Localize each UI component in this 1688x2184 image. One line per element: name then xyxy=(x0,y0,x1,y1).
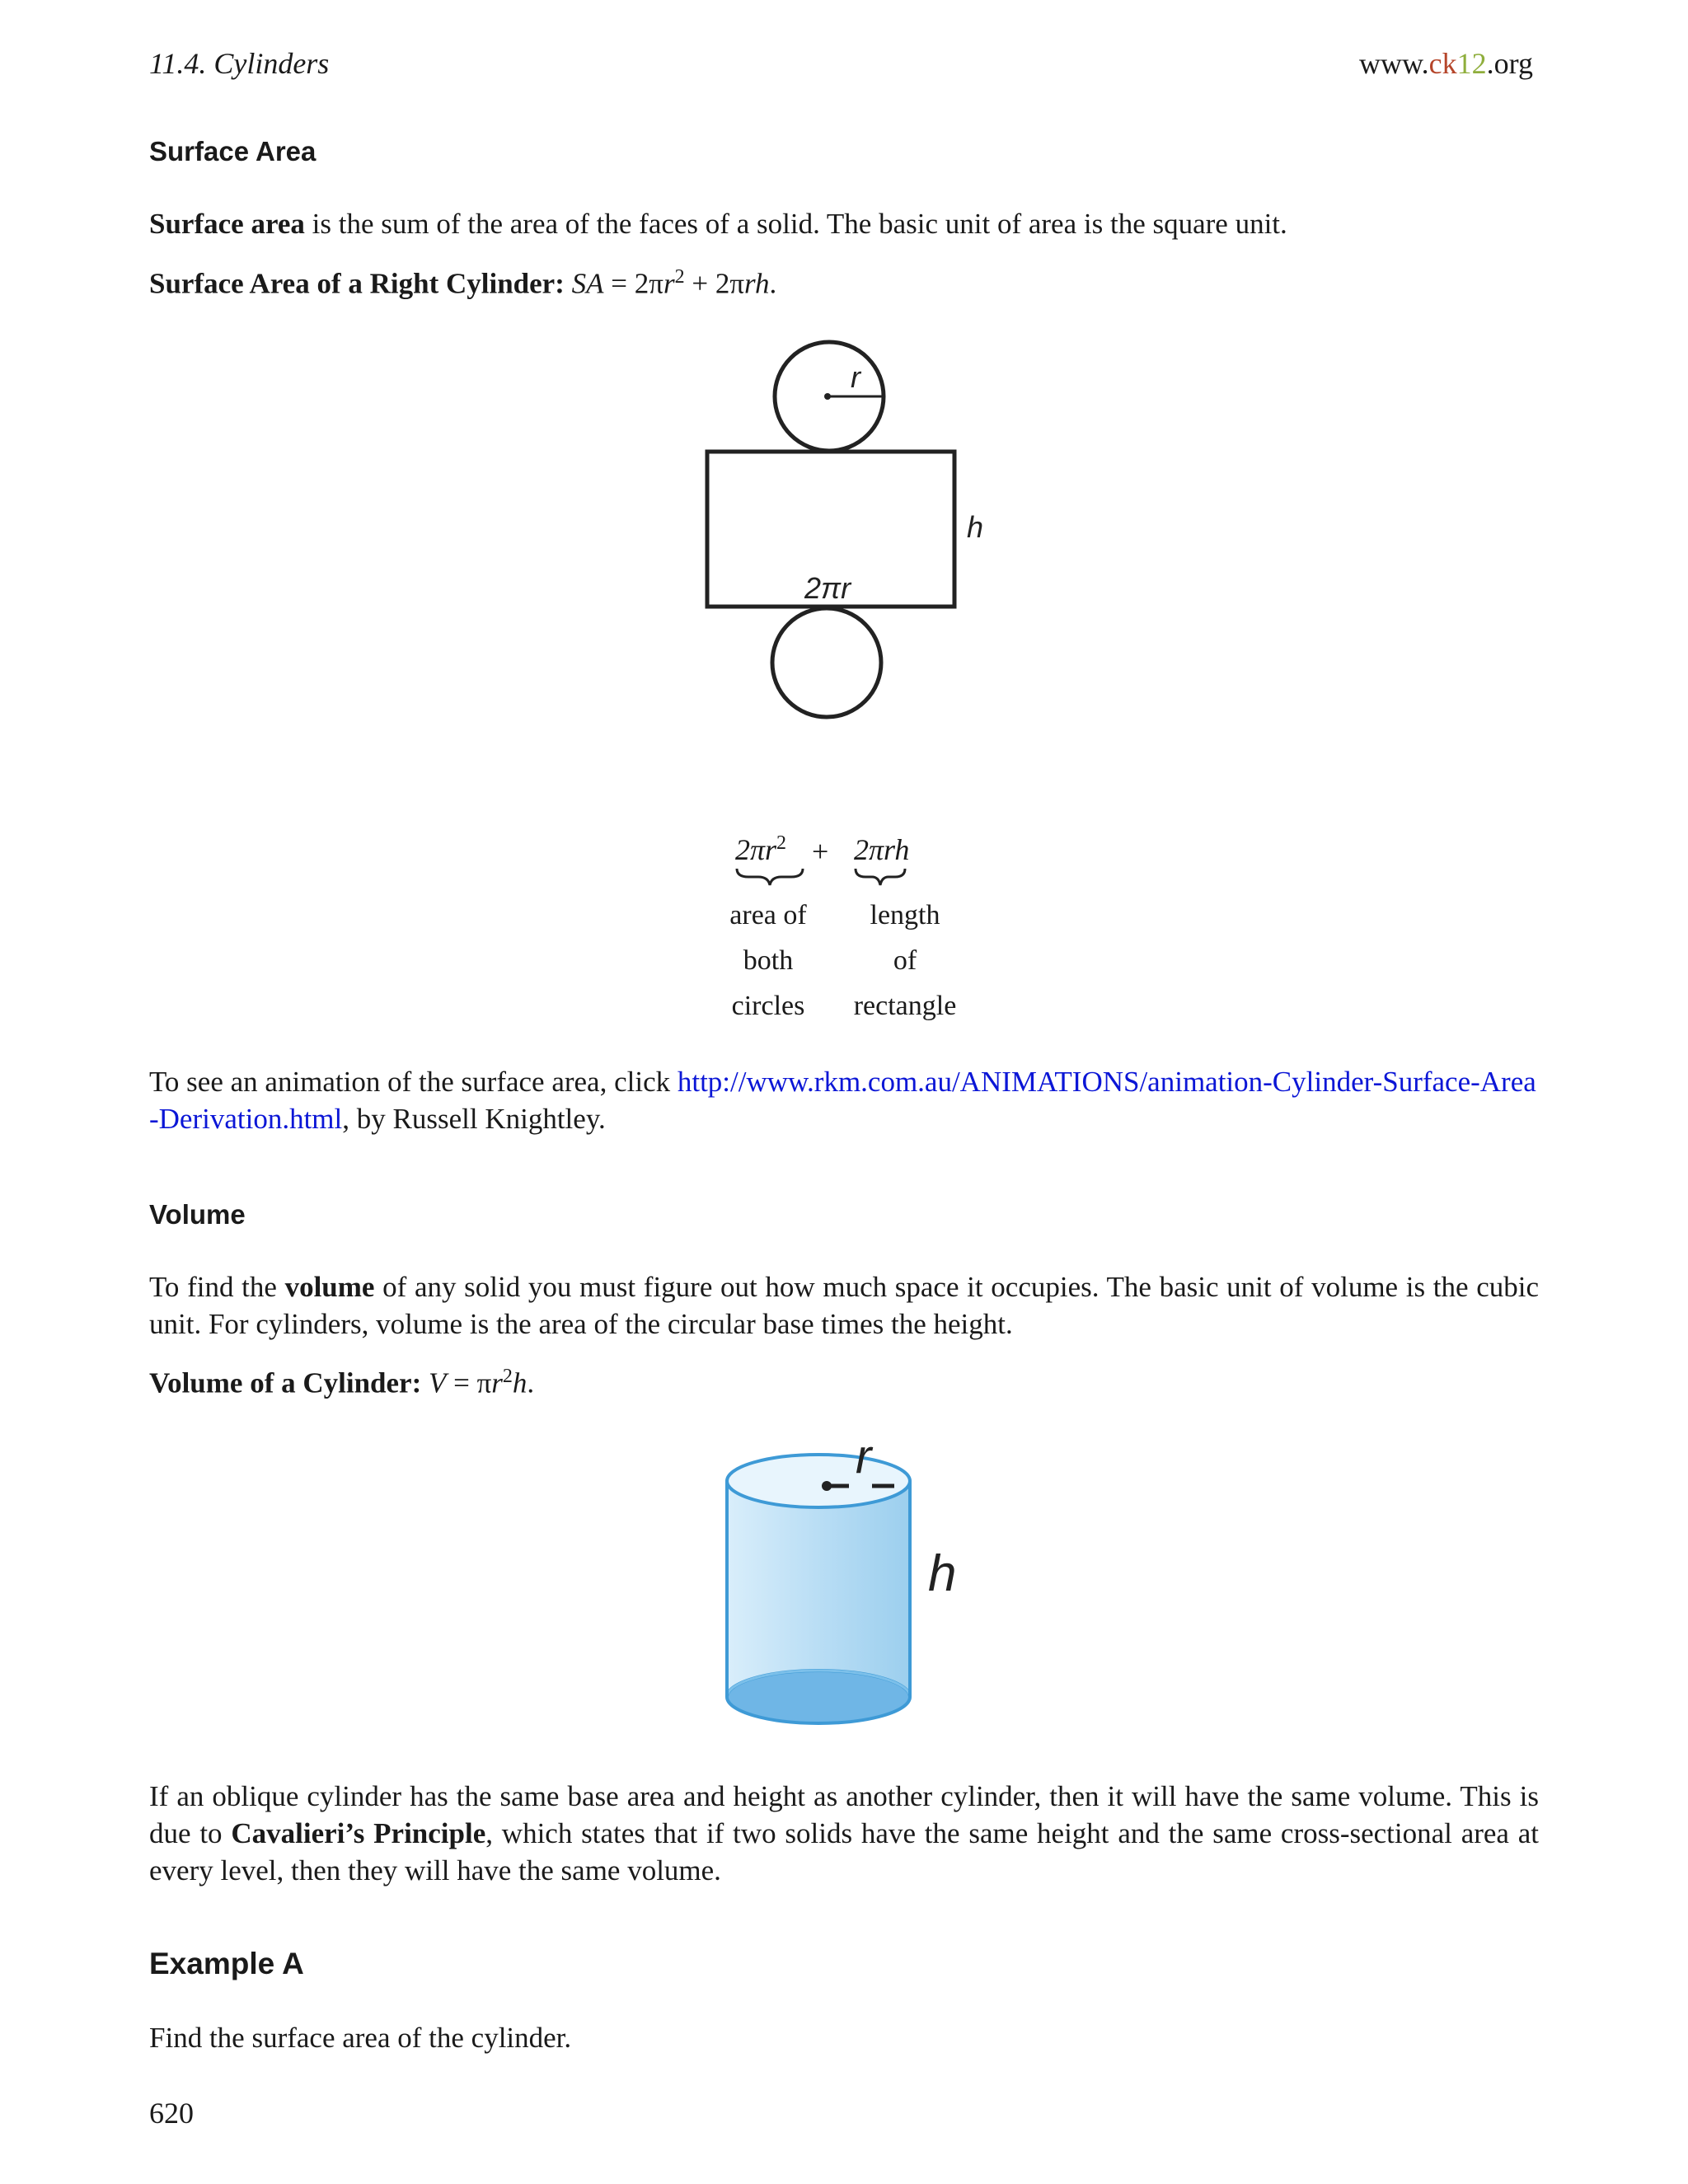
bottom-circle xyxy=(772,608,881,717)
underbrace-left xyxy=(737,869,803,885)
cylinder-radius-label: r xyxy=(856,1430,872,1483)
vol-r: r xyxy=(491,1366,503,1399)
annotation-left-line-3: circles xyxy=(731,991,805,1021)
sa-term2 xyxy=(854,832,909,867)
sa-term2-text: 2πr xyxy=(854,833,895,866)
site-prefix: www. xyxy=(1359,47,1429,80)
vol-sup: 2 xyxy=(502,1366,513,1387)
vol-end: . xyxy=(527,1366,535,1399)
animation-link[interactable]: http://www.rkm.com.au/ANIMATIONS/animation-Cylinder-Surface-Area-Derivation.html xyxy=(149,1066,1536,1135)
cavalieri-p-b: , which states that if two solids have the same height and the same cross-sectional area at every level, then they will have the same volume. xyxy=(149,1817,1540,1886)
volume-paragraph xyxy=(149,1268,1539,1343)
cavalieri-paragraph xyxy=(149,1778,1539,1889)
sa-eq: = 2π xyxy=(603,267,663,300)
sa-rest: + 2π xyxy=(684,267,744,300)
underbraces xyxy=(734,865,931,890)
volume-formula xyxy=(149,1358,1539,1402)
sa-rh: rh xyxy=(744,267,770,300)
surface-area-term: Surface area xyxy=(149,208,305,240)
site-ck: ck xyxy=(1428,47,1457,80)
cylinder-top xyxy=(727,1455,910,1507)
sa-term2-h: h xyxy=(894,833,910,866)
sa-term1-sup: 2 xyxy=(776,832,787,854)
surface-area-heading: Surface Area xyxy=(149,136,316,166)
animation-paragraph xyxy=(149,1063,1539,1137)
sa-term1 xyxy=(735,832,786,867)
surface-area-def-text: is the sum of the area of the faces of a solid. The basic unit of area is the square unit. xyxy=(304,208,1287,240)
cylinder-diagram xyxy=(717,1430,981,1731)
animation-tail: , by Russell Knightley. xyxy=(342,1103,606,1135)
site-url[interactable] xyxy=(1359,46,1533,81)
chapter-header: 11.4. Cylinders xyxy=(149,47,330,80)
vol-eq: = π xyxy=(446,1366,492,1399)
annotation-right-line-1: length xyxy=(870,900,940,930)
annotation-left-line-2: both xyxy=(743,945,794,976)
annotation-left xyxy=(717,893,819,1029)
vol-v: V xyxy=(428,1366,447,1399)
annotation-right xyxy=(846,893,964,1029)
cylinder-height-label: h xyxy=(928,1545,957,1602)
annotation-left-line-1: area of xyxy=(729,900,807,930)
net-height-label: h xyxy=(967,510,984,544)
sa-sup: 2 xyxy=(674,266,685,288)
net-circumference-label: 2πr xyxy=(804,571,851,605)
surface-area-formula xyxy=(149,259,1539,302)
volume-p1-a: To find the xyxy=(149,1271,285,1303)
sa-term1-text: 2πr xyxy=(735,833,777,866)
sa-lhs: SA xyxy=(571,267,604,300)
site-suffix: .org xyxy=(1486,47,1533,80)
volume-heading: Volume xyxy=(149,1199,246,1230)
underbrace-right xyxy=(856,869,905,885)
surface-area-formula-label: Surface Area of a Right Cylinder: xyxy=(149,267,565,300)
sa-end: . xyxy=(769,267,777,300)
surface-area-definition xyxy=(149,205,1539,242)
volume-p1-b: of any solid you must figure out how much space it occupies. The basic unit of volume is the cubic unit. For cylinders, volume is the area of the circular base times the height. xyxy=(149,1271,1539,1340)
animation-text: To see an animation of the surface area, click xyxy=(149,1066,678,1098)
sa-r: r xyxy=(663,267,675,300)
site-12: 12 xyxy=(1456,47,1487,80)
cavalieri-term: Cavalieri’s Principle xyxy=(231,1817,486,1849)
net-radius-label: r xyxy=(851,360,860,394)
volume-formula-label: Volume of a Cylinder: xyxy=(149,1366,422,1399)
cylinder-body xyxy=(727,1481,910,1697)
volume-term: volume xyxy=(284,1271,375,1303)
annotation-right-line-3: rectangle xyxy=(853,991,957,1021)
center-dot xyxy=(824,393,831,400)
annotation-right-line-2: of xyxy=(893,945,917,976)
vol-h: h xyxy=(512,1366,528,1399)
page-number: 620 xyxy=(149,2097,194,2130)
cavalieri-p-a: If an oblique cylinder has the same base area and height as another cylinder, then it will have the same volume. This is due to xyxy=(149,1780,1539,1849)
example-a-heading: Example A xyxy=(149,1947,304,1980)
sa-plus: + xyxy=(812,835,829,868)
cylinder-net-diagram xyxy=(692,330,1006,733)
example-a-text: Find the surface area of the cylinder. xyxy=(149,2022,572,2054)
